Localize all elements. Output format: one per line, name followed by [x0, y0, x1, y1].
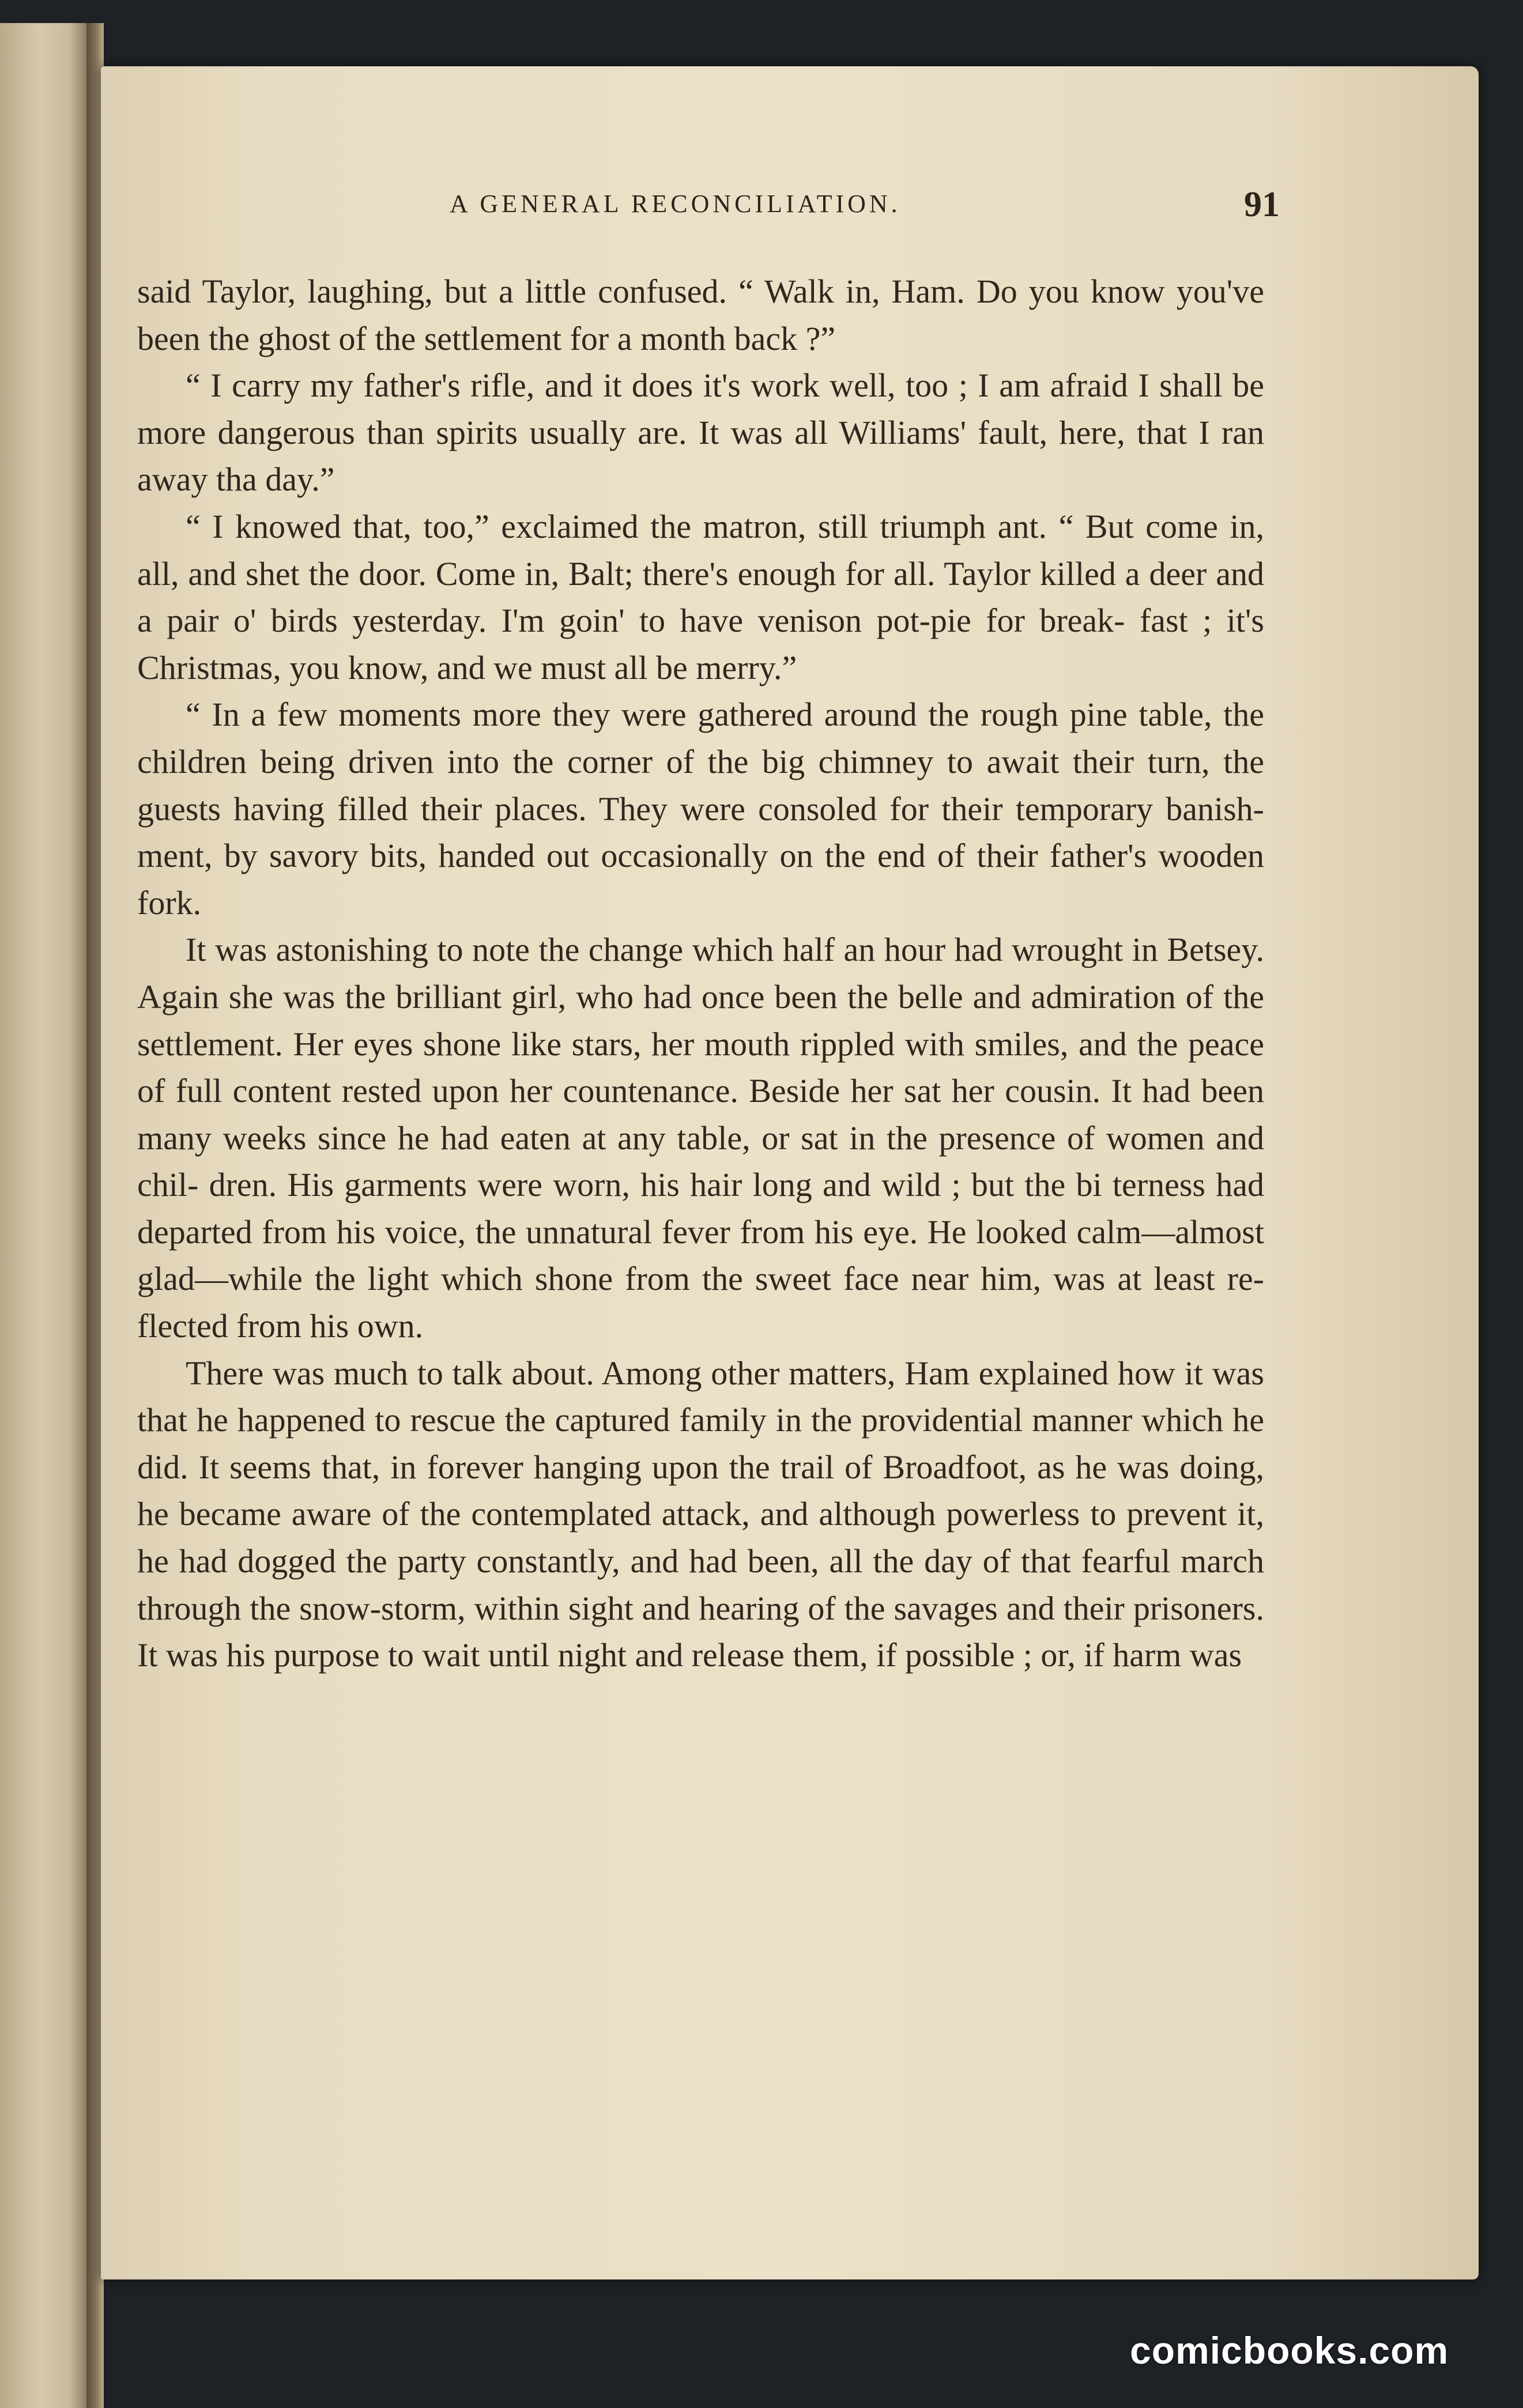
- paragraph-4: “ In a few moments more they were gathered around the rough pine table, the children being driven into the corner of the big chimney to await their turn, the guests having filled their places. They were consoled for their temporary banish- ment, by savory bits, handed out occasionally on the end of their father's wooden fork.: [137, 696, 1264, 922]
- page-header: [450, 184, 1280, 231]
- body-text: [137, 268, 1264, 1679]
- left-page-edge: [0, 23, 86, 2408]
- running-title: A GENERAL RECONCILIATION.: [450, 190, 901, 218]
- paragraph-6: There was much to talk about. Among other matters, Ham explained how it was that he happened to rescue the captured family in the providential manner which he did. It seems that, in forever hanging upon the trail of Broadfoot, as he was doing, he became aware of the contemplated attack, and although powerless to prevent it, he had dogged the party constantly, and had been, all the day of that fearful march through the snow-storm, within sight and hearing of the savages and their prisoners. It was his purpose to wait until night and release them, if possible ; or, if harm was: [137, 1354, 1264, 1674]
- paragraph-2: “ I carry my father's rifle, and it does it's work well, too ; I am afraid I shall be more dangerous than spirits usually are. It was all Williams' fault, here, that I ran away tha day.”: [137, 367, 1264, 499]
- paragraph-1: said Taylor, laughing, but a little confused. “ Walk in, Ham. Do you know you've been the ghost of the settlement for a month back ?”: [137, 273, 1264, 357]
- paragraph-3: “ I knowed that, too,” exclaimed the matron, still triumph ant. “ But come in, all, and shet the door. Come in, Balt; there's enough for all. Taylor killed a deer and a pair o' birds yesterday. I'm goin' to have venison pot-pie for break- fast ; it's Christmas, you know, and we must all be merry.”: [137, 507, 1264, 686]
- watermark: comicbooks.com: [1130, 2329, 1449, 2372]
- page-number: 91: [1244, 185, 1280, 224]
- paragraph-5: It was astonishing to note the change which half an hour had wrought in Betsey. Again she was the brilliant girl, who had once been the belle and admiration of the settlement. Her eyes shone like stars, her mouth rippled with smiles, and the peace of full content rested upon her countenance. Beside her sat her cousin. It had been many weeks since he had eaten at any table, or sat in the presence of women and chil- dren. His garments were worn, his hair long and wild ; but the bi terness had departed from his voice, the unnatural fever from his eye. He looked calm—almost glad—while the light which shone from the sweet face near him, was at least re- flected from his own.: [137, 931, 1264, 1345]
